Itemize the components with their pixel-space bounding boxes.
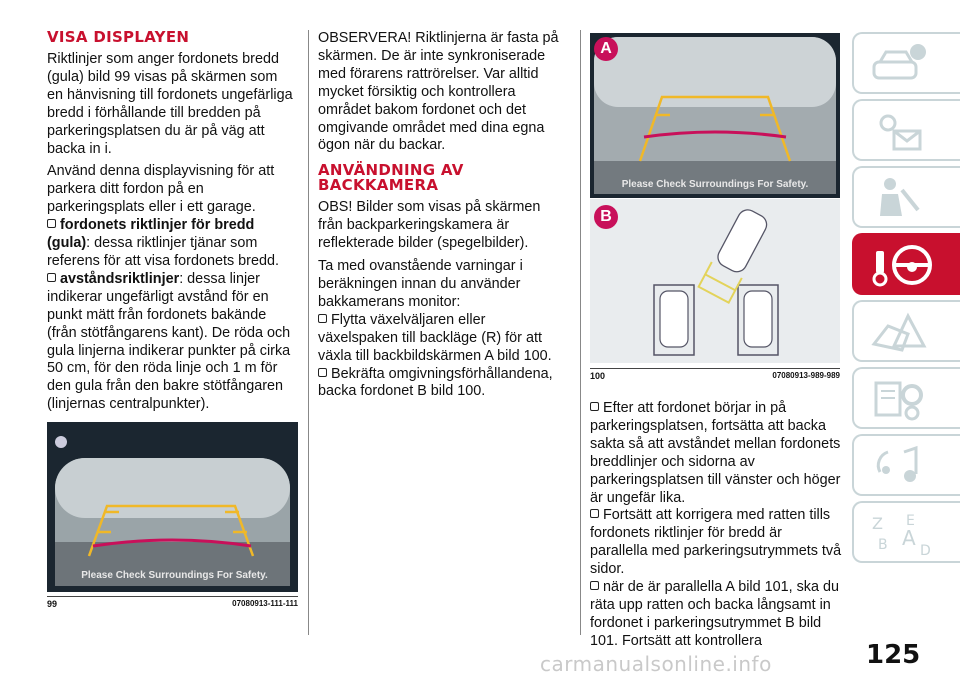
car-info-icon [868, 40, 928, 88]
figure-99-camera-display [47, 422, 298, 592]
checkbox-bullet-icon [590, 402, 599, 411]
figure-label-b: B [594, 205, 618, 229]
column-divider [308, 30, 309, 635]
column-divider [580, 30, 581, 635]
svg-text:B: B [878, 537, 888, 553]
rear-camera-screen-image [47, 422, 298, 592]
svg-text:D: D [920, 543, 931, 559]
list-item [318, 366, 568, 402]
tab-warning-lights[interactable] [852, 99, 960, 161]
tab-emergency[interactable] [852, 300, 960, 362]
multimedia-icon [868, 442, 928, 490]
list-item [47, 217, 297, 271]
paragraph: OBSERVERA! Riktlinjerna är fasta på skärmen. De är inte synkroniserade med förarens rattrörelser. Var alltid mycket försiktig och kontrollera området bakom fordonet och det omgivande området med dina egna ögon när du backar. [318, 30, 559, 154]
bold-term: avståndsriktlinjer [60, 270, 180, 287]
list-item [590, 400, 842, 507]
screen-logo-icon [55, 436, 67, 448]
list-item [47, 271, 297, 414]
text-column-2 [318, 30, 568, 401]
list-item [590, 579, 842, 651]
list-item [590, 507, 842, 579]
figure-label-a: A [594, 37, 618, 61]
steering-wheel-key-icon [868, 241, 938, 291]
list-text: : dessa riktlinjer tjänar som referens för att visa fordonets bredd. [47, 235, 279, 269]
tab-maintenance[interactable] [852, 367, 960, 429]
svg-text:Z: Z [872, 514, 883, 533]
text-column-3 [590, 400, 842, 651]
svg-text:E: E [906, 513, 915, 529]
figure-100-camera-views [590, 33, 840, 363]
index-icon [868, 509, 938, 559]
section-heading-backkamera: ANVÄNDNING AV BACKKAMERA [318, 161, 464, 195]
list-text: Efter att fordonet börjar in på parkeringsplatsen, fortsätta att backa sakta så att avståndet mellan fordonets breddlinjer och sidorna av parkeringsplatsen till vänster och höger är ungefär lika. [590, 400, 841, 506]
figure-caption-100 [590, 368, 840, 381]
tab-index[interactable] [852, 501, 960, 563]
page-number: 125 [866, 640, 921, 670]
checkbox-bullet-icon [590, 581, 599, 590]
checkbox-bullet-icon [318, 314, 327, 323]
figure-code: 07080913-989-989 [772, 371, 840, 380]
paragraph: Ta med ovanstående varningar i beräkningen innan du använder bakkamerans monitor: [318, 258, 523, 310]
checkbox-bullet-icon [47, 219, 56, 228]
tab-safety[interactable] [852, 166, 960, 228]
checkbox-bullet-icon [318, 368, 327, 377]
figure-caption-99 [47, 596, 298, 609]
screen-safety-text: Please Check Surroundings For Safety. [81, 570, 268, 581]
checkbox-bullet-icon [47, 273, 56, 282]
paragraph: OBS! Bilder som visas på skärmen från backparkeringskamera är reflekterade bilder (spegelbilder). [318, 199, 541, 252]
section-heading-visa-displayen: VISA DISPLAYEN [47, 28, 190, 46]
svg-text:A: A [902, 526, 916, 550]
paragraph: Använd denna displayvisning för att parkera ditt fordon på en parkeringsplats eller i ett garage. [47, 163, 275, 216]
list-text: Fortsätt att korrigera med ratten tills fordonets riktlinjer för bredd är parallella med parkeringsutrymmets två sidor. [590, 507, 842, 578]
figure-number: 100 [590, 371, 606, 381]
list-text: : dessa linjer indikerar ungefärligt avstånd för en punkt mätt från fordonets bakände (från stötfångarens kant). De röda och gula linjerna indikerar punkter på cirka 50 cm, för den röda linje och 1 m för den gula från den bakre stötfångaren (linjernas centralpunkter). [47, 270, 291, 413]
checkbox-bullet-icon [590, 509, 599, 518]
tab-car-info[interactable] [852, 32, 960, 94]
text-column-1 [47, 30, 297, 414]
warning-lights-icon [868, 107, 928, 155]
list-text: Bekräfta omgivningsförhållandena, backa fordonet B bild 100. [318, 365, 553, 400]
chapter-tabs [852, 32, 960, 568]
tab-starting-driving[interactable] [852, 233, 960, 295]
maintenance-icon [868, 375, 928, 423]
bold-term: fordonets riktlinjer för bredd (gula) [47, 217, 255, 252]
list-text: när de är parallella A bild 101, ska du räta upp ratten och backa långsamt in fordonet i parkeringsutrymmet B bild 101. Fortsätt att kontrollera [590, 579, 840, 649]
paragraph: Riktlinjer som anger fordonets bredd (gula) bild 99 visas på skärmen som en hänvisning till fordonets ungefärliga bredd i förhållande till bredden på parkeringsplatsen du är på väg att backa in i. [47, 51, 293, 157]
watermark: carmanualsonline.info [540, 652, 772, 676]
camera-views-image [590, 33, 840, 363]
figure-number: 99 [47, 599, 58, 609]
safety-icon [868, 174, 928, 222]
screen-safety-text: Please Check Surroundings For Safety. [621, 179, 809, 190]
breakdown-icon [868, 308, 928, 356]
list-item [318, 312, 568, 366]
tab-multimedia[interactable] [852, 434, 960, 496]
list-text: Flytta växelväljaren eller växelspaken till backläge (R) för att växla till backbildskärmen A bild 100. [318, 311, 552, 364]
figure-code: 07080913-111-111 [232, 599, 298, 608]
